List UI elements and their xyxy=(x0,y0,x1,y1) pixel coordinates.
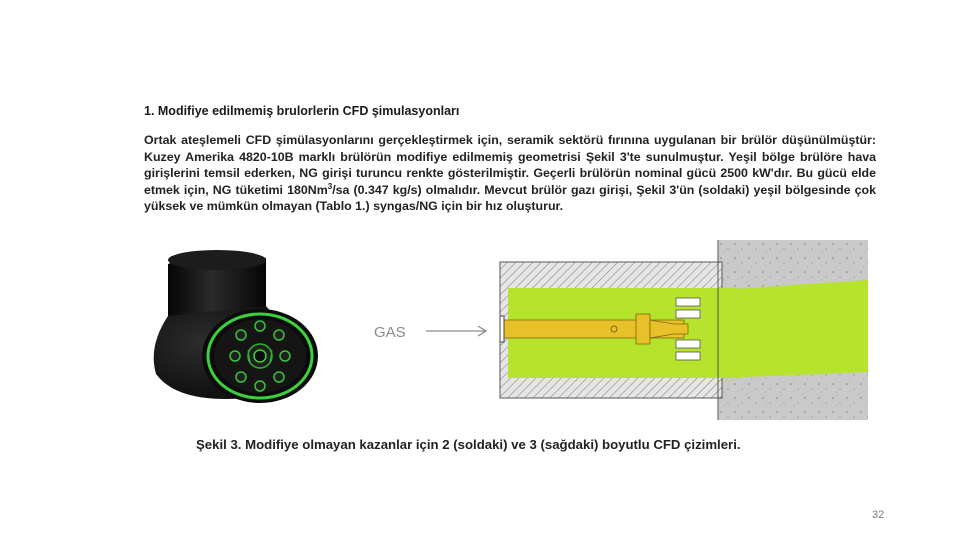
page-number: 32 xyxy=(872,509,885,521)
figure-caption: Şekil 3. Modifiye olmayan kazanlar için 2 (soldaki) ve 3 (sağdaki) boyutlu CFD çizimleri. xyxy=(196,437,741,452)
cfd-2d-figure xyxy=(368,240,872,420)
body-paragraph xyxy=(144,132,876,215)
paragraph-text-2: /sa (0.347 kg/s) olmalıdır. Mevcut brülör gazı girişi, Şekil 3'ün (soldaki) yeşil bölgesinde çok yüksek ve mümkün olmayan (Tablo 1.) syngas/NG için bir hız oluşturur. xyxy=(144,182,876,214)
burner-3d-figure xyxy=(138,246,348,406)
gas-label: GAS xyxy=(374,324,406,341)
paragraph-superscript: 3 xyxy=(327,181,333,191)
paragraph-text-1: Ortak ateşlemeli CFD şimülasyonlarını gerçekleştirmek için, seramik sektörü fırınına uygulanan bir brülör düşünülmüştür: Kuzey Amerika 4820-10B marklı brülörün modifiye edilmemiş geometrisi Şekil 3'te sunulmuştur. Yeşil bölge brülöre hava girişlerini temsil ederken, NG girişi turuncu renkte gösterilmiştir. Geçerli brülörün nominal gücü 2500 kW'dır. Bu gücü elde etmek için, NG tüketimi 180Nm xyxy=(144,133,876,197)
section-heading: 1. Modifiye edilmemiş brulorlerin CFD şimulasyonları xyxy=(144,104,460,118)
gas-arrow-icon xyxy=(426,326,486,336)
